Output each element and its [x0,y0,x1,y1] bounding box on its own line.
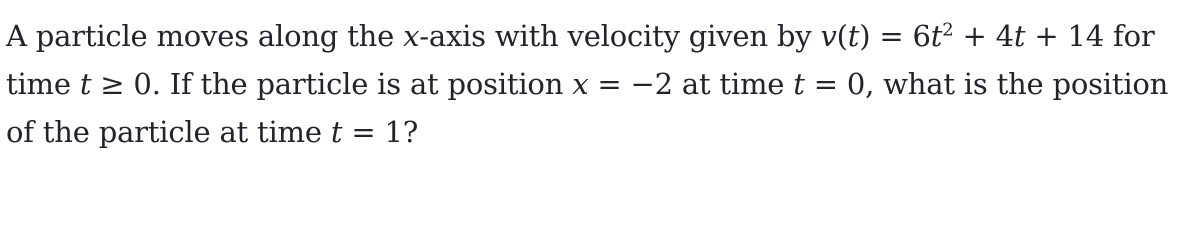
text-segment: . If the particle is at position [151,67,573,101]
text-segment: time [6,67,80,101]
math-equals: = [588,67,631,101]
math-negative-two: −2 [630,67,673,101]
math-variable-t: t [79,67,92,101]
text-segment: for [1104,19,1155,53]
question-line-3 [6,108,1196,156]
math-exponent: 2 [942,19,954,41]
math-variable-v: v [820,19,837,53]
math-plus: + [1025,19,1068,53]
text-segment: , what is the position [865,67,1169,101]
math-paren-right: ) [859,19,871,53]
math-variable-t: t [847,19,860,53]
question-mark: ? [402,115,419,149]
math-variable-t: t [330,115,343,149]
question-text [6,12,1196,156]
text-segment: -axis with velocity given by [419,19,821,53]
math-variable-x: x [403,19,420,53]
math-one: 1 [384,115,403,149]
text-segment: at time [672,67,794,101]
question-line-1 [6,12,1196,60]
math-equals: = [804,67,847,101]
question-line-2 [6,60,1196,108]
math-plus: + [953,19,996,53]
math-variable-t: t [1013,19,1026,53]
math-variable-x: x [572,67,589,101]
math-constant: 14 [1067,19,1105,53]
math-equals: = [342,115,385,149]
math-variable-t: t [793,67,805,101]
math-paren-left: ( [836,19,848,53]
text-segment: of the particle at time [6,115,331,149]
math-equals: = [870,19,913,53]
math-coefficient: 6 [912,19,931,53]
math-zero: 0 [133,67,152,101]
math-coefficient: 4 [995,19,1014,53]
math-zero: 0 [846,67,866,101]
math-greater-equal: ≥ [91,67,134,101]
text-segment: A particle moves along the [6,19,404,53]
math-variable-t: t [930,19,943,53]
